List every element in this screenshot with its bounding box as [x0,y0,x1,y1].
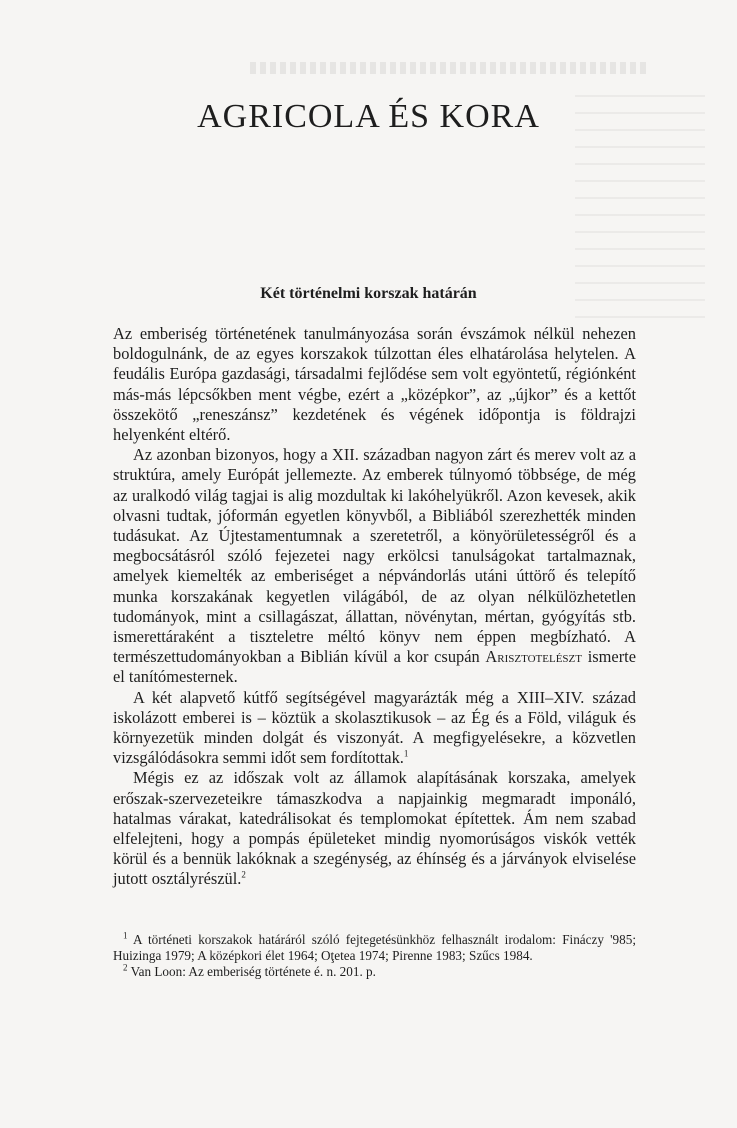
footnote-1-text: A történeti korszakok határáról szóló fejtegetésünkhöz felhasznált irodalom: Fináczy '985; Huizinga 1979; A középkori élet 1964; Oţetea 1974; Pirenne 1983; Szűcs 1984. [113,932,636,964]
paragraph-3-text: A két alapvető kútfő segítségével magyarázták még a XIII–XIV. század iskolázott emberei is – köztük a skolasztikusok – az Ég és a Föld, világuk és környezetük minden dolgát és viszonyát. A megfigyelésekre, a közvetlen vizsgálódásokra semmi időt sem fordítottak. [113,687,636,768]
footnote-ref-2[interactable]: 2 [241,870,246,881]
paragraph-2-end: ismerte el tanítómesternek. [113,647,636,687]
paragraph-4-text: Mégis ez az időszak volt az államok alapításának korszaka, amelyek erőszak-szervezeteikre támaszkodva a napjainkig megmaradt imponáló, hatalmas várakat, katedrálisokat és templomokat építettek. Ám nem szabad elfelejteni, hogy a pompás épületeket mindig nyomorúságos viskók vették körül és a bennük lakóknak a szegénység, az éhínség és a járványok elviselése jutott osztályrészül. [113,768,636,889]
body-text [113,324,636,890]
footnote-ref-1[interactable]: 1 [403,748,409,759]
footnote-2-text: Van Loon: Az emberiség története é. n. 201. p. [130,964,376,980]
footnote-1 [113,932,636,964]
paragraph-1: Az emberiség történetének tanulmányozása során évszámok nélkül nehezen boldogulnánk, de az egyes korszakok túlzottan éles elhatárolása helytelen. A feudális Európa gazdasági, társadalmi fejlődése sem volt egyöntetű, régiónként más-más lépcsőkben ment végbe, ezért a „középkor”, az „újkor” és a kettőt összekötő „reneszánsz” kezdetének és végének időpontja is földrajzi helyenként eltérő. [113,324,636,445]
section-subtitle: Két történelmi korszak határán [260,285,477,302]
paragraph-2 [113,445,636,687]
paragraph-4 [113,768,636,889]
author-name-aristotle: Arisztotelészt [485,647,582,667]
footnote-1-mark: 1 [123,930,128,941]
footnote-2 [113,964,636,980]
paragraph-2-text: Az azonban bizonyos, hogy a XII. században nagyon zárt és merev volt az a struktúra, amely Európát jellemezte. Az emberek túlnyomó többsége, de még az uralkodó világ tagjai is alig mozdultak ki lakóhelyükről. Azon kevesek, akik olvasni tudtak, jóformán egyetlen könyvből, a Bibliából szerezhették minden tudásukat. Az Újtestamentumnak a szeretetről, a könyörületességről és a megbocsátásról szóló fejezetei nagy erkölcsi tanulságokat tartalmaznak, amelyek kiemelték az emberiséget a népvándorlás utáni úttörő és telepítő munka korszakának kegyetlen világából, de az olyan nélkülözhetetlen tudományok, mint a csillagászat, állattan, növénytan, mértan, gyógyítás stb. ismerettáraként a tiszteletre méltó könyv nem éppen megbízható. A természettudományokban a Biblián kívül a kor csupán [113,445,636,667]
show-through-header [250,62,650,74]
footnotes [113,932,636,981]
paragraph-3 [113,688,636,769]
chapter-title: AGRICOLA ÉS KORA [197,98,540,135]
footnote-2-mark: 2 [123,963,128,974]
